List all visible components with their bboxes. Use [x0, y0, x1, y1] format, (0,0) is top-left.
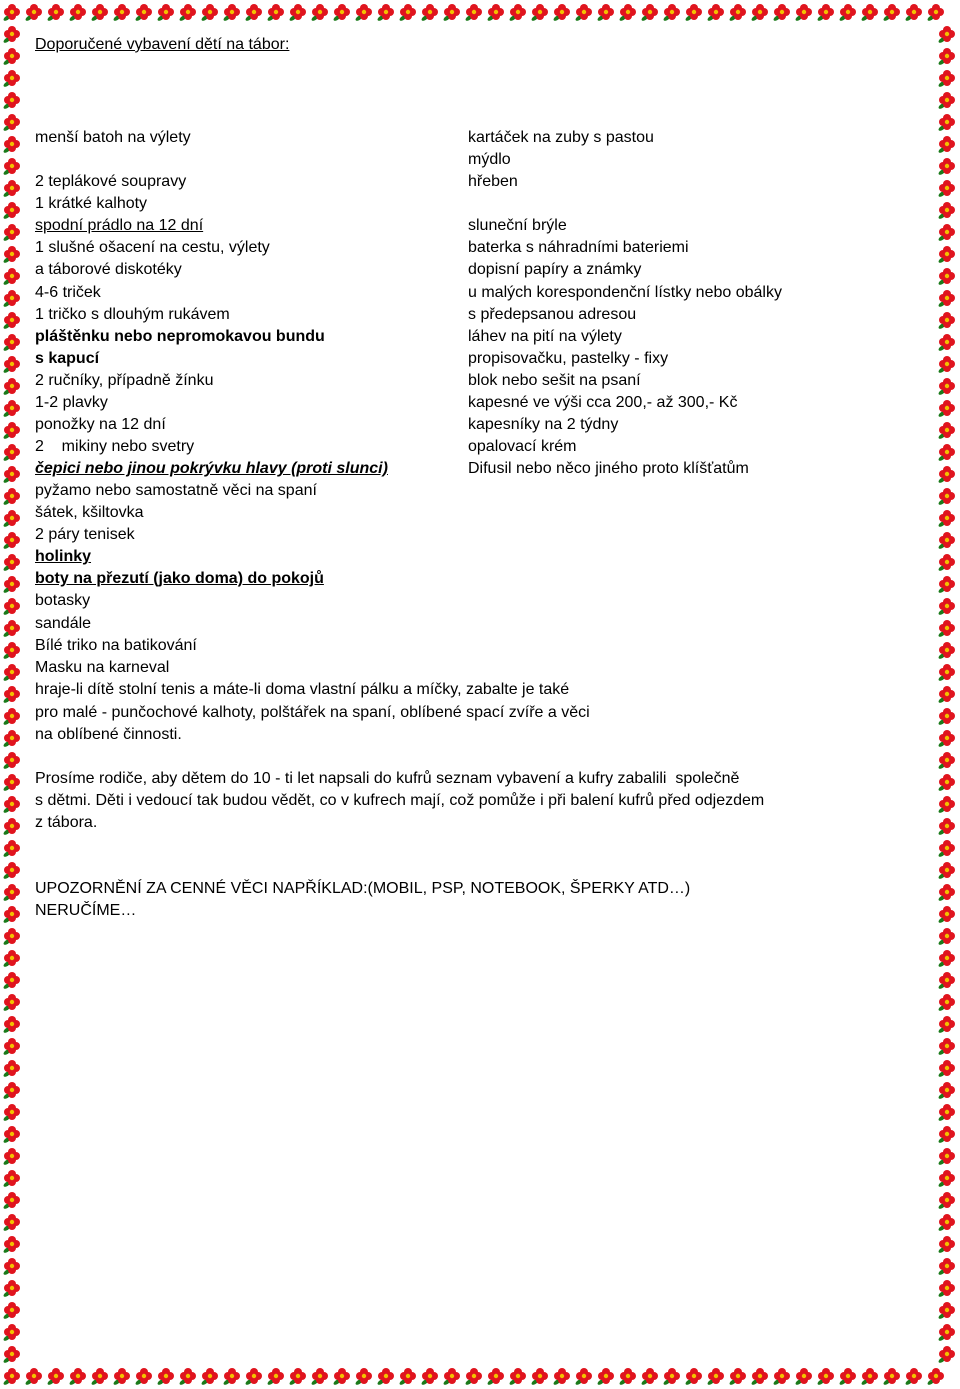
- flower-icon: [3, 114, 20, 132]
- list-item: opalovací krém: [468, 438, 577, 455]
- flower-icon: [3, 312, 20, 330]
- flower-icon: [938, 1214, 955, 1232]
- flower-icon: [938, 1302, 955, 1320]
- flower-icon: [938, 994, 955, 1012]
- list-item: 2 teplákové soupravy: [35, 173, 187, 190]
- flower-icon: [938, 818, 955, 836]
- notice-line: s dětmi. Děti i vedoucí tak budou vědět, co v kufrech mají, což pomůže i při balení kufrů před odjezdem: [35, 792, 765, 809]
- flower-icon: [938, 356, 955, 374]
- list-item: na oblíbené činnosti.: [35, 726, 182, 743]
- flower-icon: [3, 664, 20, 682]
- flower-icon: [938, 246, 955, 264]
- flower-icon: [938, 114, 955, 132]
- flower-icon: [3, 1148, 20, 1166]
- page-title: Doporučené vybavení dětí na tábor:: [35, 36, 290, 53]
- flower-icon: [938, 774, 955, 792]
- flower-icon: [3, 268, 20, 286]
- flower-icon: [938, 224, 955, 242]
- list-item: propisovačku, pastelky - fixy: [468, 350, 669, 367]
- list-item: 4-6 triček: [35, 284, 101, 301]
- flower-icon: [3, 444, 20, 462]
- flower-icon: [3, 796, 20, 814]
- flower-icon: [938, 334, 955, 352]
- flower-icon: [927, 4, 944, 22]
- flower-icon: [3, 334, 20, 352]
- notice-line: Prosíme rodiče, aby dětem do 10 - ti let napsali do kufrů seznam vybavení a kufry zabalili společně: [35, 770, 740, 787]
- list-item: kapesné ve výši cca 200,- až 300,- Kč: [468, 394, 738, 411]
- flower-icon: [938, 532, 955, 550]
- flower-icon: [938, 554, 955, 572]
- flower-icon: [3, 818, 20, 836]
- flower-icon: [3, 1214, 20, 1232]
- document-body: [35, 0, 915, 1389]
- list-item: sluneční brýle: [468, 217, 567, 234]
- flower-icon: [3, 554, 20, 572]
- flower-icon: [938, 422, 955, 440]
- list-item: 1 krátké kalhoty: [35, 195, 148, 212]
- flower-icon: [938, 1060, 955, 1078]
- flower-icon: [3, 686, 20, 704]
- flower-icon: [3, 532, 20, 550]
- flower-icon: [938, 620, 955, 638]
- list-item: dopisní papíry a známky: [468, 261, 642, 278]
- flower-icon: [3, 1280, 20, 1298]
- flower-icon: [938, 136, 955, 154]
- flower-icon: [938, 1346, 955, 1364]
- flower-icon: [3, 752, 20, 770]
- list-item: Difusil nebo něco jiného proto klíšťatům: [468, 460, 749, 477]
- flower-icon: [938, 906, 955, 924]
- flower-icon: [3, 950, 20, 968]
- flower-icon: [3, 92, 20, 110]
- flower-icon: [3, 466, 20, 484]
- flower-icon: [3, 202, 20, 220]
- list-item: a táborové diskotéky: [35, 261, 182, 278]
- list-item: blok nebo sešit na psaní: [468, 372, 641, 389]
- flower-icon: [3, 378, 20, 396]
- flower-icon: [938, 884, 955, 902]
- flower-icon: [3, 1368, 20, 1386]
- flower-icon: [938, 26, 955, 44]
- flower-icon: [938, 1324, 955, 1342]
- flower-icon: [938, 70, 955, 88]
- flower-icon: [927, 1368, 944, 1386]
- list-item: s předepsanou adresou: [468, 306, 637, 323]
- flower-icon: [938, 1016, 955, 1034]
- flower-icon: [938, 48, 955, 66]
- flower-icon: [938, 312, 955, 330]
- list-item: láhev na pití na výlety: [468, 328, 622, 345]
- flower-icon: [3, 928, 20, 946]
- flower-icon: [3, 136, 20, 154]
- flower-icon: [938, 180, 955, 198]
- flower-icon: [938, 92, 955, 110]
- flower-icon: [3, 1192, 20, 1210]
- flower-icon: [3, 708, 20, 726]
- list-item: 1 tričko s dlouhým rukávem: [35, 306, 230, 323]
- list-item: čepici nebo jinou pokrývku hlavy (proti slunci): [35, 460, 388, 477]
- flower-icon: [938, 598, 955, 616]
- flower-icon: [3, 906, 20, 924]
- list-item: botasky: [35, 592, 91, 609]
- flower-icon: [938, 752, 955, 770]
- flower-icon: [3, 620, 20, 638]
- flower-icon: [3, 1038, 20, 1056]
- list-item: s kapucí: [35, 350, 100, 367]
- flower-icon: [3, 642, 20, 660]
- flower-icon: [938, 840, 955, 858]
- list-item: 2 mikiny nebo svetry: [35, 438, 195, 455]
- flower-icon: [938, 796, 955, 814]
- list-item: baterka s náhradními bateriemi: [468, 239, 689, 256]
- flower-icon: [3, 1302, 20, 1320]
- flower-icon: [938, 1038, 955, 1056]
- flower-icon: [938, 400, 955, 418]
- flower-icon: [3, 1324, 20, 1342]
- list-item: pyžamo nebo samostatně věci na spaní: [35, 482, 317, 499]
- list-item: hřeben: [468, 173, 518, 190]
- list-item: menší batoh na výlety: [35, 129, 191, 146]
- flower-icon: [938, 1258, 955, 1276]
- flower-icon: [3, 1016, 20, 1034]
- flower-icon: [3, 356, 20, 374]
- flower-icon: [3, 840, 20, 858]
- warning-line: UPOZORNĚNÍ ZA CENNÉ VĚCI NAPŘÍKLAD:(MOBIL, PSP, NOTEBOOK, ŠPERKY ATD…): [35, 880, 691, 897]
- flower-icon: [3, 730, 20, 748]
- flower-icon: [3, 1346, 20, 1364]
- flower-icon: [3, 1236, 20, 1254]
- list-item: pro malé - punčochové kalhoty, polštářek na spaní, oblíbené spací zvíře a věci: [35, 704, 590, 721]
- flower-icon: [3, 70, 20, 88]
- flower-icon: [3, 972, 20, 990]
- flower-icon: [938, 290, 955, 308]
- flower-icon: [3, 48, 20, 66]
- flower-icon: [938, 202, 955, 220]
- flower-icon: [3, 488, 20, 506]
- flower-border-left: [0, 0, 26, 1389]
- flower-icon: [3, 1258, 20, 1276]
- flower-icon: [938, 466, 955, 484]
- flower-icon: [3, 4, 20, 22]
- list-item: kartáček na zuby s pastou: [468, 129, 654, 146]
- flower-icon: [938, 510, 955, 528]
- list-item: ponožky na 12 dní: [35, 416, 166, 433]
- flower-icon: [938, 1170, 955, 1188]
- list-item: 1-2 plavky: [35, 394, 108, 411]
- flower-icon: [938, 378, 955, 396]
- flower-icon: [3, 1170, 20, 1188]
- list-item: boty na přezutí (jako doma) do pokojů: [35, 570, 324, 587]
- flower-icon: [938, 1104, 955, 1122]
- list-item: Bílé triko na batikování: [35, 637, 197, 654]
- flower-icon: [938, 862, 955, 880]
- flower-icon: [938, 950, 955, 968]
- flower-icon: [938, 268, 955, 286]
- flower-icon: [938, 158, 955, 176]
- flower-icon: [938, 1148, 955, 1166]
- flower-border-right: [934, 0, 960, 1389]
- list-item: u malých korespondenční lístky nebo obálky: [468, 284, 782, 301]
- flower-icon: [938, 972, 955, 990]
- list-item: kapesníky na 2 týdny: [468, 416, 619, 433]
- flower-icon: [3, 774, 20, 792]
- notice-line: z tábora.: [35, 814, 98, 831]
- flower-icon: [938, 642, 955, 660]
- flower-icon: [938, 664, 955, 682]
- flower-icon: [3, 224, 20, 242]
- list-item: hraje-li dítě stolní tenis a máte-li doma vlastní pálku a míčky, zabalte je také: [35, 681, 570, 698]
- flower-icon: [3, 994, 20, 1012]
- flower-icon: [938, 1192, 955, 1210]
- flower-icon: [938, 928, 955, 946]
- list-item: sandále: [35, 615, 92, 632]
- flower-icon: [3, 158, 20, 176]
- flower-icon: [3, 400, 20, 418]
- flower-icon: [3, 290, 20, 308]
- flower-icon: [3, 598, 20, 616]
- flower-icon: [938, 1126, 955, 1144]
- flower-icon: [938, 1280, 955, 1298]
- list-item: pláštěnku nebo nepromokavou bundu: [35, 328, 325, 345]
- flower-icon: [938, 708, 955, 726]
- list-item: holinky: [35, 548, 92, 565]
- flower-icon: [938, 730, 955, 748]
- flower-icon: [938, 1236, 955, 1254]
- flower-icon: [3, 422, 20, 440]
- flower-icon: [3, 246, 20, 264]
- flower-icon: [3, 576, 20, 594]
- list-item: 1 slušné ošacení na cestu, výlety: [35, 239, 270, 256]
- flower-icon: [3, 1082, 20, 1100]
- warning-line: NERUČÍME…: [35, 902, 137, 919]
- flower-icon: [3, 180, 20, 198]
- flower-icon: [3, 1060, 20, 1078]
- flower-icon: [938, 444, 955, 462]
- flower-icon: [938, 576, 955, 594]
- flower-icon: [938, 488, 955, 506]
- flower-icon: [3, 862, 20, 880]
- flower-icon: [3, 1126, 20, 1144]
- flower-icon: [3, 26, 20, 44]
- list-item: Masku na karneval: [35, 659, 170, 676]
- flower-icon: [3, 510, 20, 528]
- flower-icon: [3, 1104, 20, 1122]
- list-item: 2 ručníky, případně žínku: [35, 372, 214, 389]
- flower-icon: [938, 686, 955, 704]
- flower-icon: [938, 1082, 955, 1100]
- list-item: mýdlo: [468, 151, 511, 168]
- list-item: 2 páry tenisek: [35, 526, 135, 543]
- list-item: spodní prádlo na 12 dní: [35, 217, 204, 234]
- list-item: šátek, kšiltovka: [35, 504, 144, 521]
- flower-icon: [3, 884, 20, 902]
